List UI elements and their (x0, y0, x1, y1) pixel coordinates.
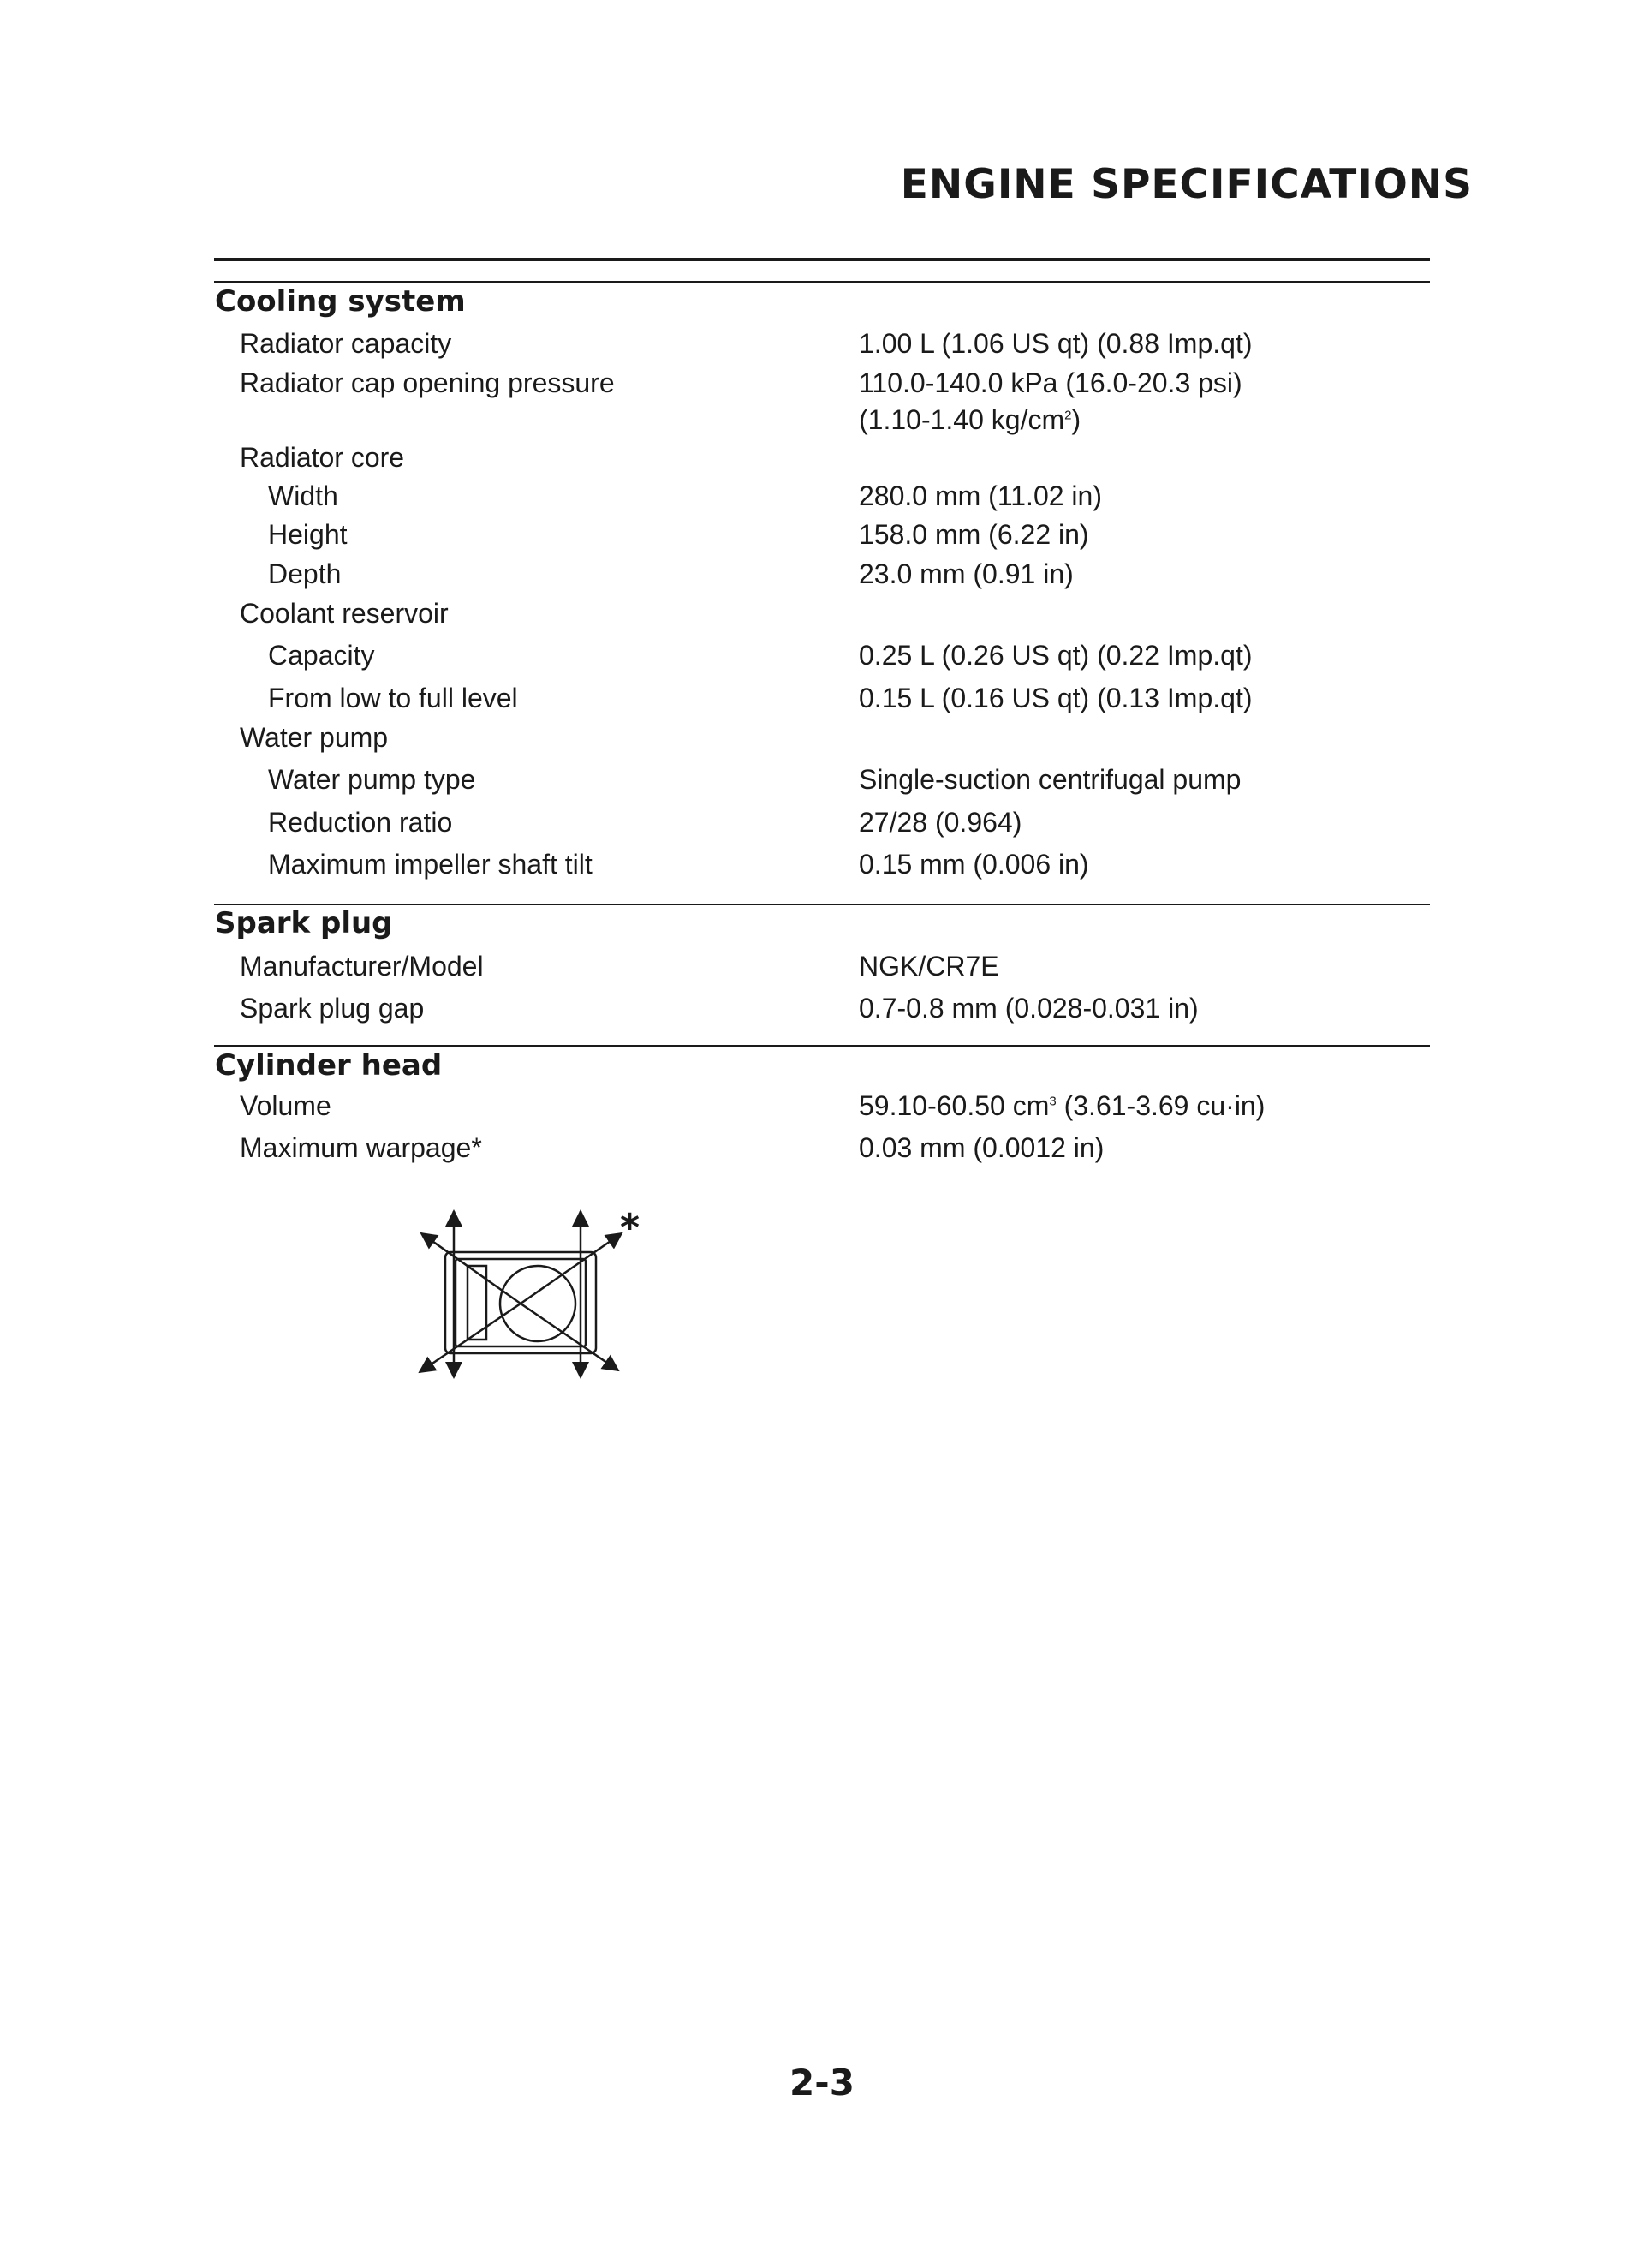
label-coolant-reservoir: Coolant reservoir (240, 598, 449, 629)
header-rule-thick (214, 258, 1430, 261)
label-capacity: Capacity (268, 640, 375, 671)
label-low-to-full: From low to full level (268, 683, 518, 713)
superscript-2: 2 (1064, 408, 1072, 423)
section-heading-spark-plug: Spark plug (215, 906, 393, 940)
label-height: Height (268, 519, 348, 550)
value-volume-suffix: (3.61-3.69 cu·in) (1056, 1090, 1266, 1121)
page-title: ENGINE SPECIFICATIONS (900, 161, 1473, 208)
section-heading-cylinder-head: Cylinder head (215, 1048, 443, 1083)
value-radiator-capacity: 1.00 L (1.06 US qt) (0.88 Imp.qt) (859, 328, 1253, 359)
value-volume (859, 1089, 1265, 1123)
label-radiator-core: Radiator core (240, 442, 405, 473)
value-radiator-cap-pressure-line2-prefix: (1.10-1.40 kg/cm (859, 404, 1065, 435)
value-spark-plug-gap: 0.7-0.8 mm (0.028-0.031 in) (859, 993, 1199, 1024)
value-capacity: 0.25 L (0.26 US qt) (0.22 Imp.qt) (859, 640, 1253, 671)
label-volume: Volume (240, 1090, 331, 1121)
label-radiator-capacity: Radiator capacity (240, 328, 452, 359)
label-reduction-ratio: Reduction ratio (268, 807, 453, 838)
value-manufacturer-model: NGK/CR7E (859, 951, 999, 982)
value-impeller-tilt: 0.15 mm (0.006 in) (859, 849, 1089, 880)
diagram-asterisk: * (620, 1208, 640, 1250)
value-volume-prefix: 59.10-60.50 cm (859, 1090, 1050, 1121)
value-radiator-cap-pressure-line2-suffix: ) (1071, 404, 1081, 435)
value-low-to-full: 0.15 L (0.16 US qt) (0.13 Imp.qt) (859, 683, 1253, 713)
superscript-3: 3 (1049, 1094, 1057, 1109)
label-pump-type: Water pump type (268, 764, 476, 795)
label-max-warpage: Maximum warpage* (240, 1132, 482, 1163)
label-impeller-tilt: Maximum impeller shaft tilt (268, 849, 593, 880)
value-depth: 23.0 mm (0.91 in) (859, 558, 1074, 589)
value-radiator-cap-pressure: 110.0-140.0 kPa (16.0-20.3 psi) (859, 367, 1242, 398)
label-manufacturer-model: Manufacturer/Model (240, 951, 484, 982)
label-spark-plug-gap: Spark plug gap (240, 993, 425, 1024)
page-number: 2-3 (789, 2062, 855, 2104)
section-rule-spark-plug (214, 904, 1430, 905)
value-max-warpage: 0.03 mm (0.0012 in) (859, 1132, 1105, 1163)
section-heading-cooling: Cooling system (215, 284, 466, 319)
value-width: 280.0 mm (11.02 in) (859, 480, 1102, 511)
label-radiator-cap-pressure: Radiator cap opening pressure (240, 367, 615, 398)
value-pump-type: Single-suction centrifugal pump (859, 764, 1242, 795)
warpage-measurement-diagram-icon (402, 1208, 659, 1400)
label-depth: Depth (268, 558, 342, 589)
label-width: Width (268, 480, 338, 511)
label-water-pump: Water pump (240, 722, 389, 753)
section-rule-cylinder-head (214, 1045, 1430, 1047)
value-radiator-cap-pressure-line2 (859, 403, 1081, 437)
value-reduction-ratio: 27/28 (0.964) (859, 807, 1022, 838)
header-rule-thin (214, 281, 1430, 283)
value-height: 158.0 mm (6.22 in) (859, 519, 1089, 550)
